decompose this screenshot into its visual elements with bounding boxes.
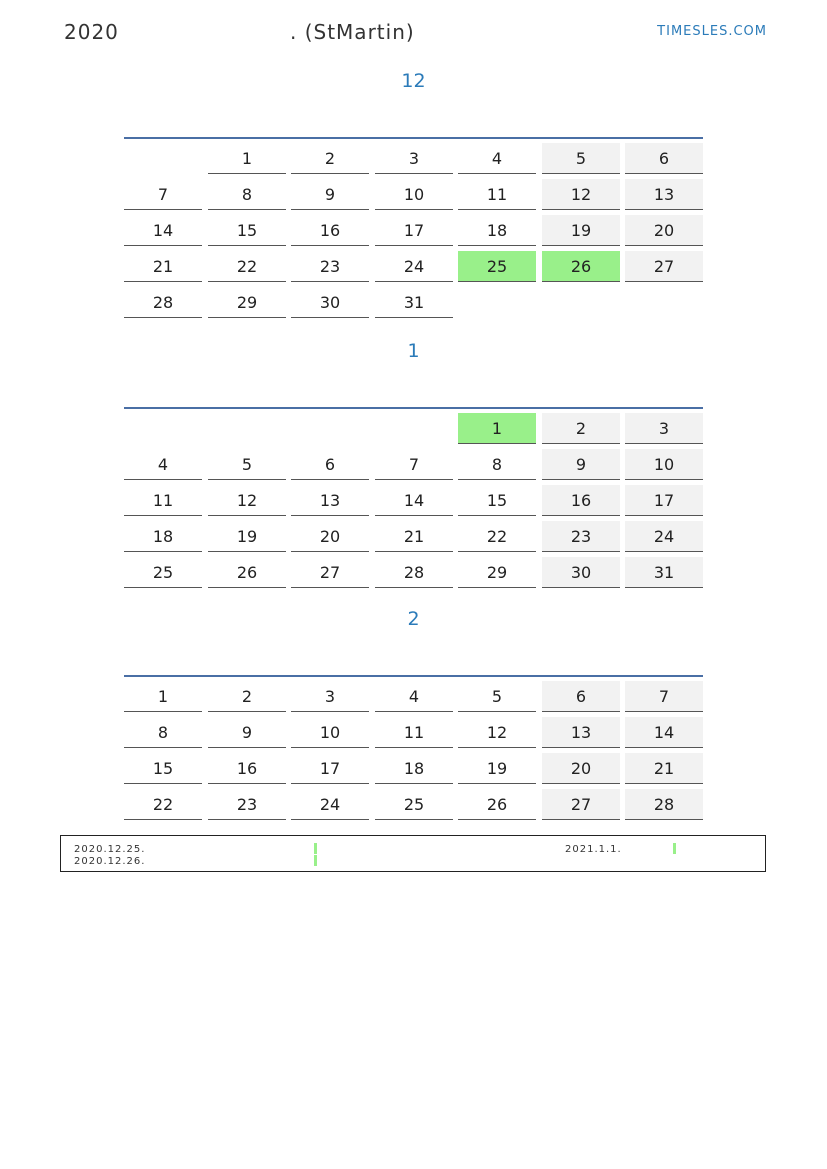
day-cell[interactable]: 11 bbox=[124, 485, 202, 516]
day-cell[interactable]: 29 bbox=[458, 557, 536, 588]
day-cell[interactable]: 30 bbox=[542, 557, 620, 588]
day-cell[interactable]: 12 bbox=[458, 717, 536, 748]
day-cell[interactable]: 9 bbox=[542, 449, 620, 480]
day-cell[interactable]: 7 bbox=[124, 179, 202, 210]
week-row bbox=[124, 139, 703, 175]
day-cell[interactable]: 4 bbox=[458, 143, 536, 174]
week-row bbox=[124, 445, 703, 481]
day-cell[interactable]: 24 bbox=[291, 789, 369, 820]
day-cell[interactable]: 3 bbox=[375, 143, 453, 174]
day-cell[interactable]: 17 bbox=[291, 753, 369, 784]
day-cell[interactable]: 4 bbox=[375, 681, 453, 712]
day-cell[interactable]: 1 bbox=[208, 143, 286, 174]
week-row bbox=[124, 409, 703, 445]
week-row bbox=[124, 553, 703, 589]
week-row bbox=[124, 517, 703, 553]
day-cell[interactable]: 29 bbox=[208, 287, 286, 318]
day-cell[interactable]: 28 bbox=[625, 789, 703, 820]
day-cell[interactable]: 14 bbox=[625, 717, 703, 748]
week-row bbox=[124, 713, 703, 749]
week-row bbox=[124, 749, 703, 785]
week-row bbox=[124, 481, 703, 517]
day-cell[interactable]: 13 bbox=[625, 179, 703, 210]
day-cell[interactable]: 2 bbox=[208, 681, 286, 712]
day-cell[interactable]: 8 bbox=[458, 449, 536, 480]
day-cell[interactable]: 26 bbox=[542, 251, 620, 282]
day-cell[interactable]: 16 bbox=[542, 485, 620, 516]
day-cell[interactable]: 19 bbox=[542, 215, 620, 246]
day-cell[interactable]: 13 bbox=[291, 485, 369, 516]
day-cell[interactable]: 8 bbox=[124, 717, 202, 748]
holiday-legend bbox=[60, 835, 766, 872]
day-cell[interactable]: 9 bbox=[291, 179, 369, 210]
day-cell[interactable]: 23 bbox=[291, 251, 369, 282]
day-cell[interactable]: 10 bbox=[291, 717, 369, 748]
holiday-marker bbox=[314, 855, 317, 866]
day-cell[interactable]: 11 bbox=[458, 179, 536, 210]
day-cell[interactable]: 21 bbox=[124, 251, 202, 282]
day-cell[interactable]: 16 bbox=[208, 753, 286, 784]
month-grid bbox=[124, 675, 703, 821]
day-cell[interactable]: 11 bbox=[375, 717, 453, 748]
day-cell[interactable]: 27 bbox=[542, 789, 620, 820]
week-row bbox=[124, 677, 703, 713]
day-cell[interactable]: 31 bbox=[375, 287, 453, 318]
day-cell[interactable]: 5 bbox=[208, 449, 286, 480]
day-cell[interactable]: 13 bbox=[542, 717, 620, 748]
month-label: 2 bbox=[407, 608, 420, 630]
day-cell[interactable]: 14 bbox=[375, 485, 453, 516]
day-cell[interactable]: 25 bbox=[458, 251, 536, 282]
day-cell[interactable]: 12 bbox=[208, 485, 286, 516]
day-cell[interactable]: 31 bbox=[625, 557, 703, 588]
day-cell[interactable]: 2 bbox=[291, 143, 369, 174]
week-row bbox=[124, 283, 703, 319]
day-cell[interactable]: 15 bbox=[124, 753, 202, 784]
day-cell[interactable]: 1 bbox=[458, 413, 536, 444]
day-cell[interactable]: 7 bbox=[625, 681, 703, 712]
day-cell[interactable]: 12 bbox=[542, 179, 620, 210]
day-cell[interactable]: 22 bbox=[208, 251, 286, 282]
month-label: 1 bbox=[407, 340, 420, 362]
day-cell[interactable]: 20 bbox=[542, 753, 620, 784]
week-row bbox=[124, 247, 703, 283]
day-cell[interactable]: 19 bbox=[208, 521, 286, 552]
day-cell[interactable]: 27 bbox=[625, 251, 703, 282]
day-cell[interactable]: 27 bbox=[291, 557, 369, 588]
day-cell[interactable]: 24 bbox=[375, 251, 453, 282]
week-row bbox=[124, 211, 703, 247]
day-cell[interactable]: 14 bbox=[124, 215, 202, 246]
day-cell[interactable]: 28 bbox=[124, 287, 202, 318]
day-cell[interactable]: 21 bbox=[375, 521, 453, 552]
day-cell[interactable]: 26 bbox=[208, 557, 286, 588]
calendar-title: . (StMartin) bbox=[290, 20, 415, 44]
day-cell[interactable]: 30 bbox=[291, 287, 369, 318]
day-cell[interactable]: 6 bbox=[625, 143, 703, 174]
day-cell[interactable]: 23 bbox=[542, 521, 620, 552]
day-cell[interactable]: 26 bbox=[458, 789, 536, 820]
day-cell[interactable]: 10 bbox=[375, 179, 453, 210]
day-cell[interactable]: 18 bbox=[375, 753, 453, 784]
day-cell[interactable]: 28 bbox=[375, 557, 453, 588]
holiday-marker bbox=[673, 843, 676, 854]
month-label: 12 bbox=[401, 70, 426, 92]
day-cell[interactable]: 15 bbox=[458, 485, 536, 516]
day-cell[interactable]: 6 bbox=[542, 681, 620, 712]
week-row bbox=[124, 175, 703, 211]
day-cell[interactable]: 15 bbox=[208, 215, 286, 246]
month-grid bbox=[124, 137, 703, 319]
day-cell[interactable]: 25 bbox=[124, 557, 202, 588]
day-cell[interactable]: 18 bbox=[458, 215, 536, 246]
week-row bbox=[124, 785, 703, 821]
day-cell[interactable]: 3 bbox=[625, 413, 703, 444]
day-cell[interactable]: 5 bbox=[542, 143, 620, 174]
holiday-marker bbox=[314, 843, 317, 854]
day-cell[interactable]: 20 bbox=[291, 521, 369, 552]
day-cell[interactable]: 5 bbox=[458, 681, 536, 712]
day-cell[interactable]: 25 bbox=[375, 789, 453, 820]
day-cell[interactable]: 21 bbox=[625, 753, 703, 784]
day-cell[interactable]: 22 bbox=[124, 789, 202, 820]
day-cell[interactable]: 20 bbox=[625, 215, 703, 246]
day-cell[interactable]: 23 bbox=[208, 789, 286, 820]
day-cell[interactable]: 1 bbox=[124, 681, 202, 712]
day-cell[interactable]: 9 bbox=[208, 717, 286, 748]
brand-link[interactable]: TIMESLES.COM bbox=[657, 24, 767, 39]
day-cell[interactable]: 24 bbox=[625, 521, 703, 552]
day-cell[interactable]: 7 bbox=[375, 449, 453, 480]
day-cell[interactable]: 19 bbox=[458, 753, 536, 784]
legend-date: 2021.1.1. bbox=[565, 844, 622, 855]
day-cell[interactable]: 16 bbox=[291, 215, 369, 246]
day-cell[interactable]: 3 bbox=[291, 681, 369, 712]
day-cell[interactable]: 4 bbox=[124, 449, 202, 480]
day-cell[interactable]: 17 bbox=[625, 485, 703, 516]
day-cell[interactable]: 18 bbox=[124, 521, 202, 552]
year-title: 2020 bbox=[64, 20, 119, 44]
day-cell[interactable]: 6 bbox=[291, 449, 369, 480]
day-cell[interactable]: 10 bbox=[625, 449, 703, 480]
month-grid bbox=[124, 407, 703, 589]
day-cell[interactable]: 17 bbox=[375, 215, 453, 246]
legend-date: 2020.12.26. bbox=[74, 856, 146, 867]
day-cell[interactable]: 8 bbox=[208, 179, 286, 210]
day-cell[interactable]: 22 bbox=[458, 521, 536, 552]
day-cell[interactable]: 2 bbox=[542, 413, 620, 444]
legend-date: 2020.12.25. bbox=[74, 844, 146, 855]
